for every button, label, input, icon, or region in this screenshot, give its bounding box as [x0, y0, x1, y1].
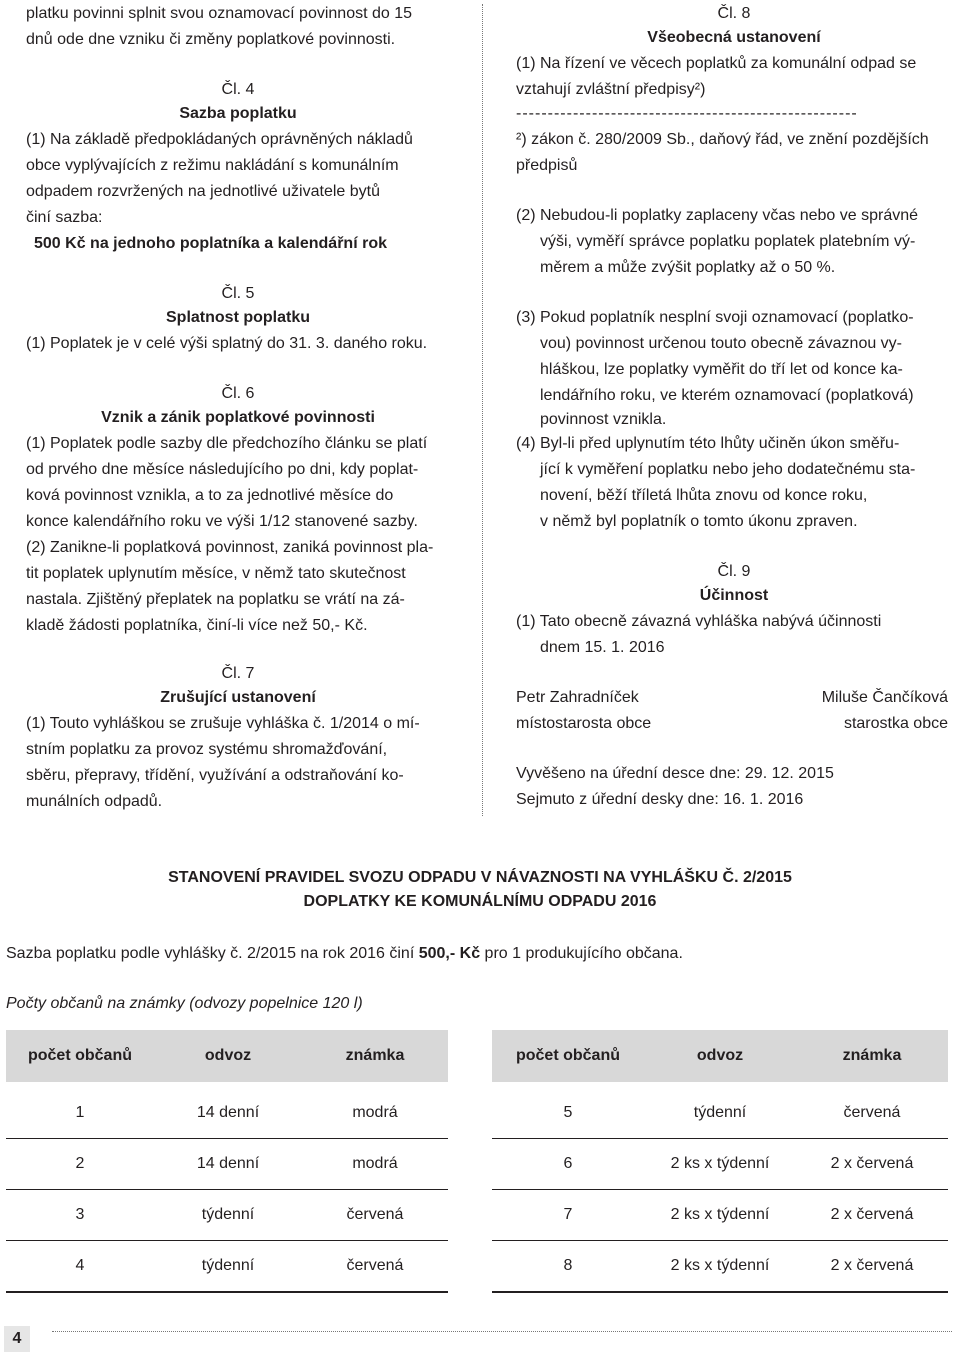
table-cell: 6 — [492, 1139, 644, 1190]
signature-left-role: místostarosta obce — [516, 715, 652, 732]
table-cell: týdenní — [154, 1190, 302, 1241]
citizens-table-left — [6, 1030, 448, 1293]
table-cell: 2 x červená — [796, 1190, 948, 1241]
article-7-line: munálních odpadů. — [26, 793, 163, 810]
table-cell: červená — [302, 1241, 448, 1293]
article-6-title: Vznik a zánik poplatkové povinnosti — [101, 409, 375, 426]
article-7-line: sběru, přepravy, třídění, využívání a odstraňování ko- — [26, 767, 404, 784]
article-6-number: Čl. 6 — [221, 385, 255, 402]
article-9-line: (1) Tato obecně závazná vyhláška nabývá účinnosti — [516, 613, 882, 630]
table-cell: 5 — [492, 1085, 644, 1139]
column-header: odvoz — [154, 1030, 302, 1085]
article-6-line: tit poplatek uplynutím měsíce, v němž tato skutečnost — [26, 565, 406, 582]
article-6-line: od prvého dne měsíce následujícího po dni, kdy poplat- — [26, 461, 419, 478]
table-row — [6, 1085, 448, 1139]
article-8-paragraph-3: lendářního roku, ve kterém oznamovací (poplatková) — [540, 387, 914, 404]
section-heading-2: DOPLATKY KE KOMUNÁLNÍMU ODPADU 2016 — [303, 893, 657, 910]
table-cell: 2 x červená — [796, 1139, 948, 1190]
article-8-line: (1) Na řízení ve věcech poplatků za komunální odpad se — [516, 55, 917, 72]
article-8-paragraph-3: vou) povinnost určenou touto obecně závaznou vy- — [540, 335, 903, 352]
table-cell: 2 x červená — [796, 1241, 948, 1293]
section-heading-1: STANOVENÍ PRAVIDEL SVOZU ODPADU V NÁVAZNOSTI NA VYHLÁŠKU Č. 2/2015 — [168, 869, 792, 886]
article-4-line: obce vyplývajících z režimu nakládání s komunálním — [26, 157, 399, 174]
table-cell: červená — [302, 1190, 448, 1241]
article-8-number: Čl. 8 — [717, 5, 751, 22]
article-8-paragraph-4: (4) Byl-li před uplynutím této lhůty učiněn úkon směřu- — [516, 435, 900, 452]
page-number: 4 — [4, 1326, 30, 1352]
table-cell: 1 — [6, 1085, 154, 1139]
intro-line: platku povinni splnit svou oznamovací povinnost do 15 — [26, 5, 413, 22]
article-8-paragraph-3: hláškou, lze poplatky vyměřit do tří let od konce ka- — [540, 361, 903, 378]
article-8-line: vztahují zvláštní předpisy²) — [516, 81, 706, 98]
rate-text: Sazba poplatku podle vyhlášky č. 2/2015 na rok 2016 činí — [6, 945, 419, 962]
posted-date: Vyvěšeno na úřední desce dne: 29. 12. 2015 — [516, 765, 834, 782]
table-cell: týdenní — [154, 1241, 302, 1293]
table-cell: 2 — [6, 1139, 154, 1190]
article-8-title: Všeobecná ustanovení — [647, 29, 821, 46]
rate-sentence — [6, 944, 683, 964]
table-cell: 2 ks x týdenní — [644, 1139, 796, 1190]
table-row — [6, 1190, 448, 1241]
article-9-number: Čl. 9 — [717, 563, 751, 580]
article-4-line: odpadem rozvržených na jednotlivé uživatele bytů — [26, 183, 380, 200]
article-4-number: Čl. 4 — [221, 81, 255, 98]
table-cell: 7 — [492, 1190, 644, 1241]
intro-line: dnů ode dne vzniku či změny poplatkové povinnosti. — [26, 31, 396, 48]
table-row — [492, 1085, 948, 1139]
footer-rule — [52, 1331, 952, 1332]
signature-right-name: Miluše Čančíková — [821, 689, 948, 706]
signature-left-name: Petr Zahradníček — [516, 689, 639, 706]
removed-date: Sejmuto z úřední desky dne: 16. 1. 2016 — [516, 791, 804, 808]
column-separator — [482, 4, 483, 816]
table-cell: 4 — [6, 1241, 154, 1293]
rate-amount: 500,- Kč — [418, 945, 481, 962]
footnote: ²) zákon č. 280/2009 Sb., daňový řád, ve znění pozdějších — [516, 131, 929, 148]
footnote: předpisů — [516, 157, 578, 174]
table-row — [492, 1190, 948, 1241]
table-cell: 8 — [492, 1241, 644, 1293]
table-cell: týdenní — [644, 1085, 796, 1139]
column-header: známka — [302, 1030, 448, 1085]
table-header-row — [492, 1030, 948, 1085]
article-6-line: konce kalendářního roku ve výši 1/12 stanovené sazby. — [26, 513, 418, 530]
footnote-separator: ------------------------------------------------------ — [516, 105, 858, 122]
article-8-paragraph-2: (2) Nebudou-li poplatky zaplaceny včas nebo ve správné — [516, 207, 919, 224]
article-6-line: ková povinnost vznikla, a to za jednotlivé měsíce do — [26, 487, 394, 504]
column-header: známka — [796, 1030, 948, 1085]
article-4-title: Sazba poplatku — [179, 105, 297, 122]
article-8-paragraph-2: měrem a může zvýšit poplatky až o 50 %. — [540, 259, 836, 276]
article-9-title: Účinnost — [699, 587, 769, 604]
table-cell: 14 denní — [154, 1085, 302, 1139]
article-7-line: stním poplatku za provoz systému shromažďování, — [26, 741, 388, 758]
table-cell: 2 ks x týdenní — [644, 1241, 796, 1293]
article-8-paragraph-2: výši, vyměří správce poplatku poplatek platebním vý- — [540, 233, 916, 250]
article-7-line: (1) Touto vyhláškou se zrušuje vyhláška č. 1/2014 o mí- — [26, 715, 420, 732]
article-6-line: nastala. Zjištěný přeplatek na poplatku se vrátí na zá- — [26, 591, 405, 608]
article-7-title: Zrušující ustanovení — [160, 689, 316, 706]
rate-text: pro 1 produkujícího občana. — [480, 945, 683, 962]
table-caption: Počty občanů na známky (odvozy popelnice 120 l) — [6, 995, 363, 1012]
article-8-paragraph-4: novení, běží tříletá lhůta znovu od konce roku, — [540, 487, 868, 504]
article-5-line: (1) Poplatek je v celé výši splatný do 31. 3. daného roku. — [26, 335, 428, 352]
table-cell: modrá — [302, 1139, 448, 1190]
table-row — [6, 1241, 448, 1293]
article-8-paragraph-4: v němž byl poplatník o tomto úkonu zpraven. — [540, 513, 858, 530]
table-cell: červená — [796, 1085, 948, 1139]
article-5-title: Splatnost poplatku — [166, 309, 310, 326]
article-8-paragraph-3: (3) Pokud poplatník nesplní svoji oznamovací (poplatko- — [516, 309, 914, 326]
table-row — [6, 1139, 448, 1190]
table-cell: 14 denní — [154, 1139, 302, 1190]
table-row — [492, 1139, 948, 1190]
article-6-line: (1) Poplatek podle sazby dle předchozího článku se platí — [26, 435, 428, 452]
table-cell: modrá — [302, 1085, 448, 1139]
article-4-line: činí sazba: — [26, 209, 103, 226]
article-4-line: (1) Na základě předpokládaných oprávněných nákladů — [26, 131, 413, 148]
article-4-rate: 500 Kč na jednoho poplatníka a kalendářní rok — [34, 235, 387, 252]
column-header: odvoz — [644, 1030, 796, 1085]
article-8-paragraph-3: povinnost vznikla. — [540, 411, 667, 428]
article-8-paragraph-4: jící k vyměření poplatku nebo jeho dodatečnému sta- — [540, 461, 916, 478]
article-5-number: Čl. 5 — [221, 285, 255, 302]
article-6-line: (2) Zanikne-li poplatková povinnost, zaniká povinnost pla- — [26, 539, 434, 556]
column-header: počet občanů — [492, 1030, 644, 1085]
table-cell: 3 — [6, 1190, 154, 1241]
table-row — [492, 1241, 948, 1293]
table-header-row — [6, 1030, 448, 1085]
column-header: počet občanů — [6, 1030, 154, 1085]
article-6-line: kladě žádosti poplatníka, činí-li více než 50,- Kč. — [26, 617, 368, 634]
citizens-table-right — [492, 1030, 948, 1293]
article-9-line: dnem 15. 1. 2016 — [540, 639, 665, 656]
table-cell: 2 ks x týdenní — [644, 1190, 796, 1241]
article-7-number: Čl. 7 — [221, 665, 255, 682]
signature-right-role: starostka obce — [843, 715, 948, 732]
